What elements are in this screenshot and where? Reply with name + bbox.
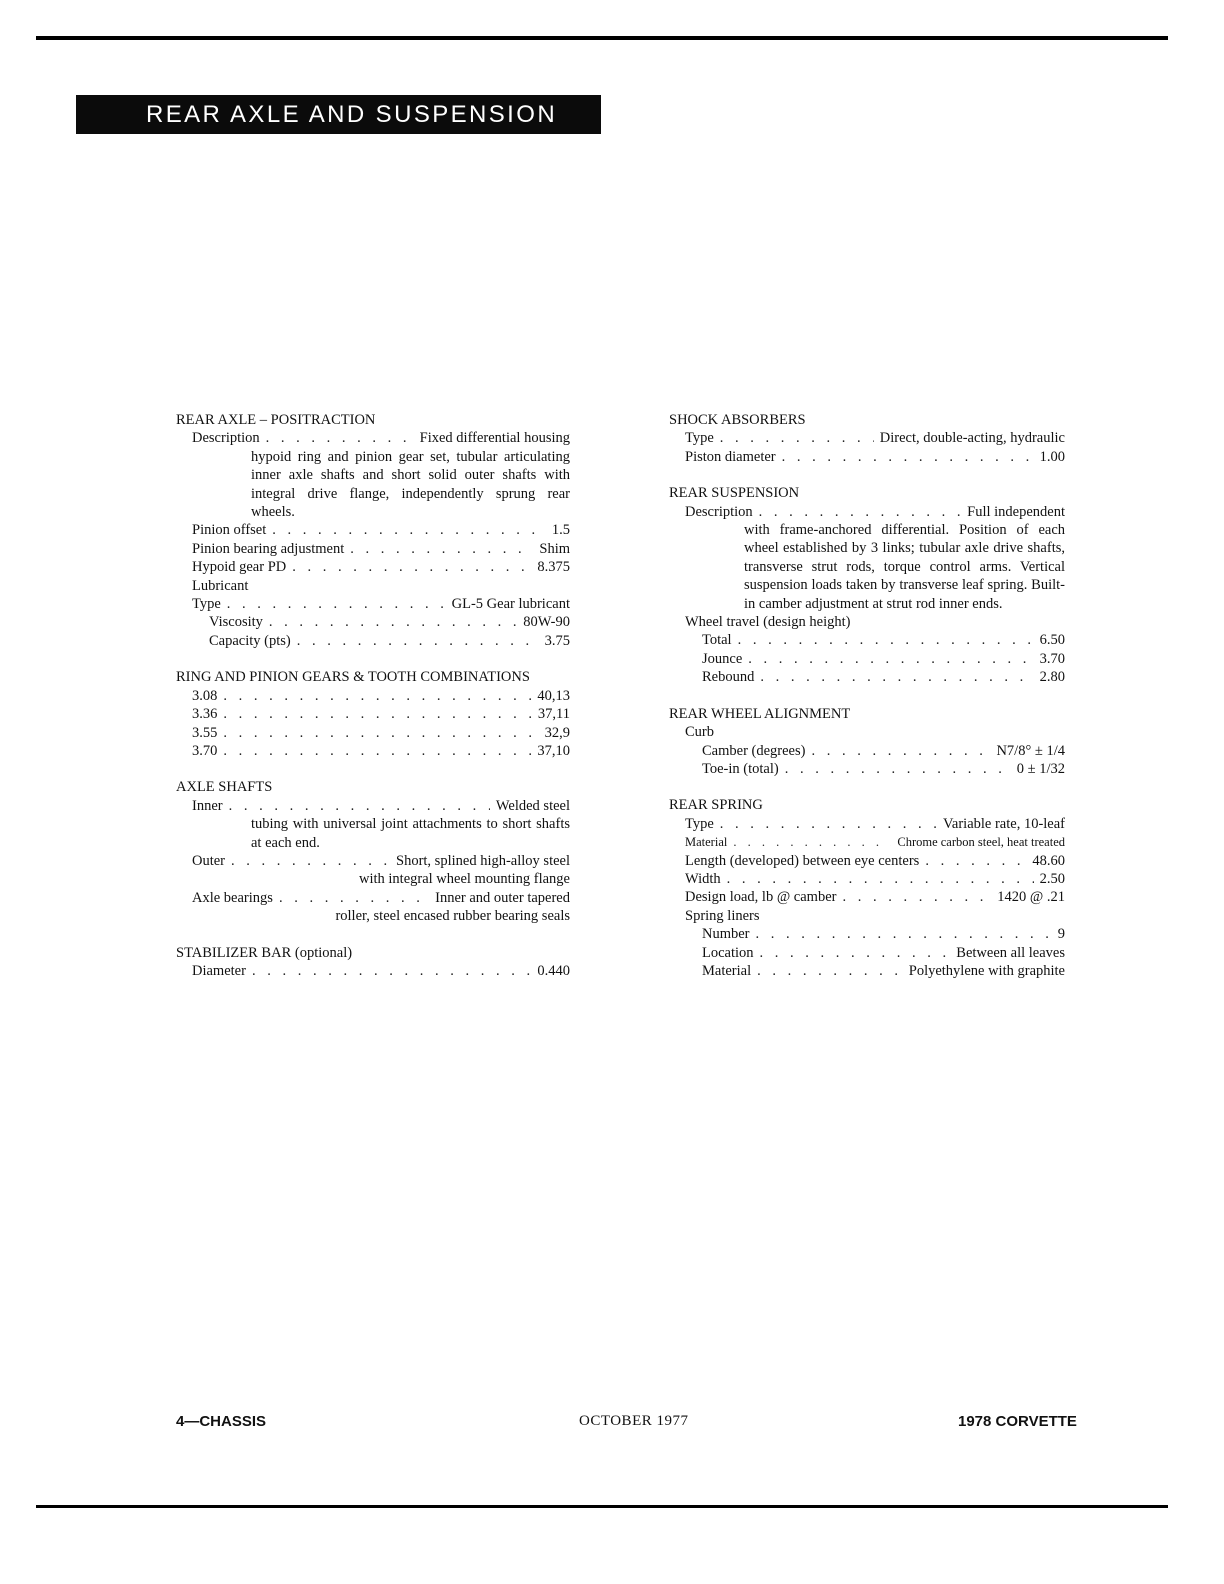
- liner-material-label: Material: [702, 962, 752, 979]
- capacity-row: [176, 632, 570, 650]
- spring-type-label: Type: [685, 815, 714, 832]
- section-banner: [76, 95, 601, 134]
- rear-spring-section: [669, 796, 1065, 980]
- rear-spring-heading: REAR SPRING: [669, 797, 763, 814]
- jounce-label: Jounce: [702, 650, 743, 667]
- stabilizer-diameter-row: [176, 962, 570, 980]
- ring-pinion-section: [176, 668, 570, 760]
- rebound-value: 2.80: [1039, 669, 1065, 686]
- lubricant-label: Lubricant: [192, 577, 249, 594]
- total-travel-row: [669, 631, 1065, 649]
- inner-shaft-row: [176, 797, 570, 815]
- wheel-travel-label: Wheel travel (design height): [685, 614, 851, 631]
- liner-material-value: Polyethylene with graphite: [908, 962, 1065, 979]
- rear-suspension-heading: REAR SUSPENSION: [669, 485, 800, 502]
- teeth-value: 32,9: [544, 724, 570, 741]
- liner-location-row: [669, 944, 1065, 962]
- viscosity-label: Viscosity: [209, 614, 263, 631]
- rear-axle-heading: REAR AXLE – POSITRACTION: [176, 412, 376, 428]
- ratio-label: 3.36: [192, 706, 218, 723]
- description-label: Description: [192, 430, 260, 447]
- shock-type-label: Type: [685, 430, 714, 447]
- pinion-bearing-label: Pinion bearing adjustment: [192, 540, 345, 557]
- bearings-value: Inner and outer tapered: [435, 889, 570, 906]
- lubricant-type-label: Type: [192, 596, 221, 613]
- outer-shaft-text: with integral wheel mounting flange: [358, 871, 570, 888]
- curb-label: Curb: [685, 724, 714, 741]
- capacity-value: 3.75: [544, 632, 570, 649]
- camber-row: [669, 742, 1065, 760]
- alignment-heading: REAR WHEEL ALIGNMENT: [669, 705, 851, 722]
- ratio-label: 3.08: [192, 687, 218, 704]
- spring-liners-label: Spring liners: [685, 907, 760, 924]
- liner-number-label: Number: [702, 926, 750, 943]
- pinion-offset-value: 1.5: [551, 522, 570, 539]
- viscosity-row: [176, 613, 570, 631]
- piston-diameter-row: [669, 448, 1065, 466]
- ring-pinion-heading: RING AND PINION GEARS & TOOTH COMBINATIONS: [176, 669, 530, 686]
- spring-type-row: [669, 815, 1065, 833]
- jounce-value: 3.70: [1039, 650, 1065, 667]
- ratio-label: 3.70: [192, 742, 218, 759]
- design-load-row: [669, 888, 1065, 906]
- footer-date: OCTOBER 1977: [579, 1413, 689, 1429]
- pinion-offset-label: Pinion offset: [192, 522, 267, 539]
- toe-in-value: 0 ± 1/32: [1016, 760, 1065, 777]
- ratio-row: [176, 687, 570, 705]
- stabilizer-section: [176, 944, 570, 981]
- liner-number-row: [669, 925, 1065, 943]
- suspension-description-row: [669, 503, 1065, 521]
- top-rule: [36, 36, 1168, 40]
- spring-material-row: [669, 833, 1065, 851]
- teeth-value: 37,10: [537, 742, 570, 759]
- stabilizer-heading: STABILIZER BAR (optional): [176, 944, 353, 961]
- pinion-bearing-row: [176, 540, 570, 558]
- hypoid-value: 8.375: [537, 559, 570, 576]
- rear-axle-description-row: [176, 429, 570, 447]
- suspension-description-text: with frame-anchored differential. Position of each wheel established by 3 links; tubular axle drive shafts, transverse strut rods, torque control arms. Vertical suspension loads taken by transverse leaf spring. Built-in camber adjustment at strut rod inner ends.: [744, 522, 1065, 612]
- camber-value: N7/8° ± 1/4: [996, 742, 1065, 759]
- rear-axle-section: [176, 411, 570, 650]
- bearings-label: Axle bearings: [192, 889, 273, 906]
- inner-shaft-text: tubing with universal joint attachments to short shafts at each end.: [251, 816, 570, 851]
- right-column: [669, 411, 1065, 998]
- rear-wheel-alignment-section: [669, 705, 1065, 779]
- description-label: Description: [685, 503, 753, 520]
- piston-value: 1.00: [1039, 448, 1065, 465]
- shock-absorbers-heading: SHOCK ABSORBERS: [669, 412, 806, 428]
- liner-location-label: Location: [702, 944, 754, 961]
- toe-in-label: Toe-in (total): [702, 760, 779, 777]
- design-load-value: 1420 @ .21: [997, 889, 1065, 906]
- shock-type-row: [669, 429, 1065, 447]
- bottom-rule: [36, 1505, 1168, 1508]
- piston-label: Piston diameter: [685, 448, 776, 465]
- rear-axle-description-text: hypoid ring and pinion gear set, tubular articulating inner axle shafts and short solid outer shafts with integral drive flange, independently sprung rear wheels.: [251, 448, 570, 521]
- banner-title: REAR AXLE AND SUSPENSION: [146, 101, 558, 128]
- outer-value: Short, splined high-alloy steel: [396, 852, 570, 869]
- spring-width-row: [669, 870, 1065, 888]
- design-load-label: Design load, lb @ camber: [685, 889, 837, 906]
- rebound-row: [669, 668, 1065, 686]
- axle-bearings-text: roller, steel encased rubber bearing seals: [335, 908, 570, 925]
- inner-label: Inner: [192, 797, 223, 814]
- rebound-label: Rebound: [702, 669, 755, 686]
- spring-width-label: Width: [685, 870, 721, 887]
- footer-section-label: 4—CHASSIS: [176, 1413, 267, 1430]
- spring-material-label: Material: [685, 835, 728, 850]
- liner-location-value: Between all leaves: [956, 944, 1065, 961]
- inner-value: Welded steel: [495, 797, 570, 814]
- total-label: Total: [702, 632, 732, 649]
- axle-bearings-row: [176, 889, 570, 907]
- jounce-row: [669, 650, 1065, 668]
- shock-absorbers-section: [669, 411, 1065, 466]
- total-value: 6.50: [1039, 632, 1065, 649]
- diameter-label: Diameter: [192, 962, 246, 979]
- spring-width-value: 2.50: [1039, 870, 1065, 887]
- spring-length-row: [669, 852, 1065, 870]
- spring-length-label: Length (developed) between eye centers: [685, 852, 920, 869]
- left-column: [176, 411, 570, 998]
- rear-suspension-section: [669, 484, 1065, 686]
- spring-length-value: 48.60: [1032, 852, 1065, 869]
- outer-label: Outer: [192, 852, 226, 869]
- ratio-row: [176, 705, 570, 723]
- ratio-row: [176, 742, 570, 760]
- camber-label: Camber (degrees): [702, 742, 806, 759]
- pinion-bearing-value: Shim: [539, 540, 570, 557]
- lubricant-type-value: GL-5 Gear lubricant: [451, 596, 570, 613]
- pinion-offset-row: [176, 521, 570, 539]
- ratio-row: [176, 724, 570, 742]
- liner-material-row: [669, 962, 1065, 980]
- viscosity-value: 80W-90: [523, 614, 570, 631]
- axle-shafts-section: [176, 778, 570, 925]
- hypoid-label: Hypoid gear PD: [192, 559, 287, 576]
- diameter-value: 0.440: [537, 962, 570, 979]
- footer-model: 1978 CORVETTE: [958, 1413, 1077, 1430]
- teeth-value: 40,13: [537, 687, 570, 704]
- outer-shaft-row: [176, 852, 570, 870]
- hypoid-gear-row: [176, 558, 570, 576]
- spring-type-value: Variable rate, 10-leaf: [943, 815, 1065, 832]
- ratio-label: 3.55: [192, 724, 218, 741]
- teeth-value: 37,11: [537, 706, 570, 723]
- capacity-label: Capacity (pts): [209, 632, 291, 649]
- liner-number-value: 9: [1057, 926, 1065, 943]
- description-value: Fixed differential housing: [419, 430, 570, 447]
- spring-material-value: Chrome carbon steel, heat treated: [897, 835, 1065, 850]
- axle-shafts-heading: AXLE SHAFTS: [176, 779, 273, 796]
- shock-type-value: Direct, double-acting, hydraulic: [879, 430, 1065, 447]
- description-value: Full independent: [967, 503, 1065, 520]
- lubricant-type-row: [176, 595, 570, 613]
- toe-in-row: [669, 760, 1065, 778]
